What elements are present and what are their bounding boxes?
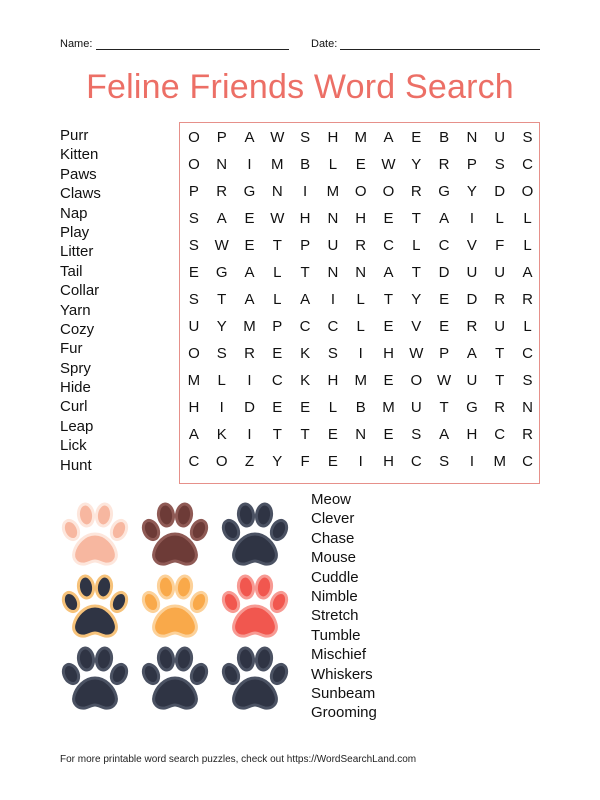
grid-row [180, 394, 539, 421]
grid-letter: P [216, 129, 227, 146]
grid-letter: L [523, 318, 532, 335]
paw-print-icon [218, 500, 292, 570]
grid-letter: L [356, 291, 365, 308]
grid-letter: B [439, 129, 450, 146]
grid-letter: I [358, 345, 363, 362]
word-list-item: Chase [311, 529, 355, 547]
grid-letter: A [383, 264, 394, 281]
grid-letter: T [217, 291, 227, 308]
grid-letter: A [244, 129, 255, 146]
grid-letter: T [383, 291, 394, 308]
word-list-left [60, 126, 101, 475]
grid-letter: K [300, 372, 311, 389]
grid-letter: O [188, 345, 200, 362]
grid-letter: N [271, 183, 283, 200]
grid-letter: H [188, 399, 200, 416]
paw-prints-illustration [58, 500, 304, 710]
grid-letter: G [243, 183, 256, 200]
grid-letter: A [439, 426, 450, 443]
grid-letter: E [244, 237, 255, 254]
grid-letter: R [438, 156, 450, 173]
grid-letter: E [327, 426, 338, 443]
grid-letter: C [299, 318, 311, 335]
word-list-item: Play [60, 223, 90, 241]
grid-letter: C [327, 318, 339, 335]
grid-letter: C [438, 237, 450, 254]
word-list-item: Clever [311, 510, 355, 528]
grid-letter: M [493, 453, 506, 470]
word-list-item: Meow [311, 491, 352, 508]
grid-letter: O [354, 183, 367, 200]
grid-letter: S [522, 372, 533, 389]
grid-letter: C [494, 426, 506, 443]
grid-letter: V [411, 318, 422, 335]
grid-letter: A [188, 426, 199, 443]
grid-letter: E [300, 399, 311, 416]
grid-letter: I [247, 372, 252, 389]
grid-letter: A [439, 210, 450, 227]
grid-letter: I [330, 291, 335, 308]
grid-letter: P [439, 345, 450, 362]
word-list-item: Hunt [60, 456, 92, 474]
grid-row [180, 205, 539, 232]
grid-letter: D [494, 183, 506, 200]
grid-row [180, 313, 539, 340]
word-list-item: Fur [60, 340, 83, 358]
grid-letter: L [523, 237, 532, 254]
grid-letter: E [272, 345, 283, 362]
date-label: Date: [311, 38, 338, 50]
grid-letter: R [410, 183, 422, 200]
grid-letter: W [270, 210, 285, 227]
grid-letter: A [216, 210, 227, 227]
grid-letter: M [271, 156, 284, 173]
grid-letter: R [522, 291, 533, 308]
grid-letter: Y [411, 156, 422, 173]
grid-letter: I [219, 399, 224, 416]
grid-letter: A [244, 264, 255, 281]
grid-letter: H [383, 345, 394, 362]
grid-letter: S [494, 156, 505, 173]
word-search-grid [179, 122, 540, 484]
word-list-item: Mischief [311, 646, 367, 664]
grid-row [180, 124, 539, 151]
grid-letter: T [300, 264, 310, 281]
grid-letter: D [466, 291, 478, 308]
grid-letter: P [300, 237, 311, 254]
grid-letter: U [410, 399, 422, 416]
grid-letter: R [355, 237, 367, 254]
grid-letter: S [300, 129, 311, 146]
grid-letter: N [355, 426, 367, 443]
grid-letter: M [354, 129, 367, 146]
grid-letter: R [466, 318, 478, 335]
grid-letter: I [247, 426, 252, 443]
grid-letter: R [494, 291, 506, 308]
grid-letter: D [438, 264, 450, 281]
grid-letter: S [188, 237, 199, 254]
grid-letter: Z [244, 453, 255, 470]
word-list-item: Hide [60, 379, 91, 397]
grid-letter: O [188, 156, 200, 173]
grid-letter: S [439, 453, 450, 470]
word-list-item: Stretch [311, 607, 359, 625]
paw-print-icon [58, 572, 132, 642]
grid-letter: L [273, 264, 282, 281]
grid-letter: U [188, 318, 200, 335]
grid-letter: L [328, 399, 338, 416]
grid-row [180, 367, 539, 394]
grid-letter: T [300, 426, 310, 443]
grid-letter: B [300, 156, 311, 173]
grid-letter: O [521, 183, 534, 200]
grid-letter: E [327, 453, 338, 470]
grid-letter: L [217, 372, 226, 389]
grid-letter: Y [216, 318, 227, 335]
grid-letter: T [439, 399, 449, 416]
grid-letter: A [522, 264, 533, 281]
grid-letter: L [412, 237, 421, 254]
grid-letter: U [494, 318, 506, 335]
word-list-right [311, 490, 377, 723]
word-list-item: Grooming [311, 704, 377, 722]
grid-letter: E [439, 318, 450, 335]
grid-letter: H [383, 453, 394, 470]
grid-letter: I [303, 183, 308, 200]
grid-letter: M [354, 372, 367, 389]
grid-letter: O [188, 129, 200, 146]
grid-letter: D [244, 399, 255, 416]
grid-row [180, 151, 539, 178]
paw-print-icon [138, 644, 212, 714]
grid-letter: O [215, 453, 228, 470]
grid-letter: S [188, 210, 199, 227]
grid-letter: L [328, 156, 338, 173]
grid-letter: O [382, 183, 395, 200]
grid-letter: W [270, 129, 285, 146]
grid-letter: L [495, 210, 504, 227]
grid-letter: N [327, 264, 339, 281]
grid-letter: P [466, 156, 477, 173]
grid-letter: E [383, 318, 394, 335]
grid-letter: U [494, 264, 506, 281]
grid-letter: N [466, 129, 478, 146]
header-fields [60, 38, 540, 54]
word-list-item: Nimble [311, 587, 358, 605]
grid-letter: Y [411, 291, 422, 308]
grid-letter: S [216, 345, 227, 362]
word-list-item: Spry [60, 359, 91, 377]
grid-letter: Y [466, 183, 477, 200]
grid-letter: W [437, 372, 452, 389]
word-list-item: Claws [60, 185, 101, 203]
grid-letter: T [495, 345, 505, 362]
grid-letter: E [411, 129, 422, 146]
grid-row [180, 448, 539, 475]
word-list-item: Litter [60, 243, 94, 261]
grid-row [180, 340, 539, 367]
page-title: Feline Friends Word Search [86, 68, 514, 106]
grid-letter: G [466, 399, 478, 416]
grid-letter: E [355, 156, 366, 173]
grid-letter: U [494, 129, 506, 146]
grid-letter: W [214, 237, 229, 254]
grid-letter: U [327, 237, 339, 254]
grid-letter: L [356, 318, 365, 335]
grid-letter: N [355, 264, 367, 281]
word-list-item: Purr [60, 127, 89, 144]
paw-print-icon [218, 572, 292, 642]
grid-letter: V [466, 237, 477, 254]
grid-letter: T [411, 210, 421, 227]
grid-letter: N [327, 210, 339, 227]
word-list-item: Curl [60, 398, 88, 416]
paw-print-icon [58, 644, 132, 714]
word-list-item: Lick [60, 437, 87, 455]
word-list-item: Collar [60, 282, 100, 300]
grid-letter: W [409, 345, 424, 362]
grid-letter: S [188, 291, 199, 308]
grid-letter: E [272, 399, 283, 416]
grid-letter: O [410, 372, 423, 389]
grid-letter: T [272, 426, 282, 443]
footer-note: For more printable word search puzzles, check out https://WordSearchLand.com [60, 754, 417, 765]
grid-letter: U [466, 264, 478, 281]
grid-letter: E [383, 210, 394, 227]
grid-letter: I [469, 210, 474, 227]
grid-letter: C [522, 453, 533, 470]
paw-print-icon [138, 572, 212, 642]
grid-letter: S [522, 129, 533, 146]
grid-letter: U [466, 372, 478, 389]
grid-letter: H [355, 210, 367, 227]
grid-letter: M [382, 399, 395, 416]
name-line [96, 49, 289, 50]
word-list-item: Tail [60, 262, 83, 280]
grid-letter: H [299, 210, 311, 227]
grid-letter: I [247, 156, 252, 173]
grid-row [180, 421, 539, 448]
grid-letter: N [216, 156, 228, 173]
word-list-item: Sunbeam [311, 684, 376, 702]
grid-letter: R [216, 183, 228, 200]
grid-letter: E [439, 291, 450, 308]
grid-letter: C [522, 156, 533, 173]
grid-letter: T [411, 264, 421, 281]
grid-letter: W [381, 156, 396, 173]
grid-row [180, 286, 539, 313]
grid-letter: R [494, 399, 506, 416]
grid-letter: N [522, 399, 533, 416]
grid-letter: S [411, 426, 422, 443]
word-list-item: Mouse [311, 549, 357, 567]
grid-letter: F [300, 453, 310, 470]
grid-letter: K [216, 426, 227, 443]
grid-letter: A [300, 291, 311, 308]
paw-print-icon [58, 500, 132, 570]
grid-letter: B [355, 399, 366, 416]
grid-letter: K [300, 345, 311, 362]
grid-letter: I [469, 453, 474, 470]
grid-letter: A [383, 129, 394, 146]
grid-letter: L [523, 210, 532, 227]
word-list-item: Cozy [60, 320, 95, 338]
grid-letter: C [383, 237, 394, 254]
grid-row [180, 178, 539, 205]
grid-letter: C [522, 345, 533, 362]
grid-letter: S [327, 345, 338, 362]
grid-letter: P [188, 183, 199, 200]
word-list-item: Kitten [60, 146, 99, 164]
word-list-item: Whiskers [311, 665, 373, 683]
grid-letter: A [466, 345, 477, 362]
grid-letter: G [438, 183, 450, 200]
grid-letter: R [522, 426, 533, 443]
grid-letter: R [244, 345, 255, 362]
grid-letter: A [244, 291, 255, 308]
word-list-item: Paws [60, 165, 97, 183]
grid-letter: M [326, 183, 340, 200]
grid-row [180, 232, 539, 259]
name-label: Name: [60, 38, 93, 50]
grid-letter: L [273, 291, 282, 308]
paw-print-icon [138, 500, 212, 570]
word-list-item: Leap [60, 417, 94, 435]
grid-letter: H [327, 372, 339, 389]
date-line [340, 49, 540, 50]
grid-letter: T [495, 372, 505, 389]
grid-letter: H [327, 129, 339, 146]
grid-letter: C [271, 372, 283, 389]
grid-letter: E [383, 372, 394, 389]
grid-letter: H [466, 426, 478, 443]
grid-letter: E [383, 426, 394, 443]
grid-letter: C [410, 453, 422, 470]
grid-letter: Y [272, 453, 283, 470]
grid-letter: M [243, 318, 256, 335]
grid-letter: I [358, 453, 363, 470]
word-list-item: Cuddle [311, 568, 359, 586]
grid-letter: E [188, 264, 199, 281]
grid-letter: E [244, 210, 255, 227]
word-list-item: Yarn [60, 301, 91, 319]
paw-print-icon [218, 644, 292, 714]
word-list-item: Tumble [311, 626, 361, 644]
grid-letter: F [495, 237, 505, 254]
grid-letter: M [187, 372, 201, 389]
grid-row [180, 259, 539, 286]
grid-letter: C [188, 453, 200, 470]
grid-letter: G [215, 264, 228, 281]
grid-letter: T [272, 237, 282, 254]
grid-letter: P [272, 318, 283, 335]
word-list-item: Nap [60, 204, 88, 222]
